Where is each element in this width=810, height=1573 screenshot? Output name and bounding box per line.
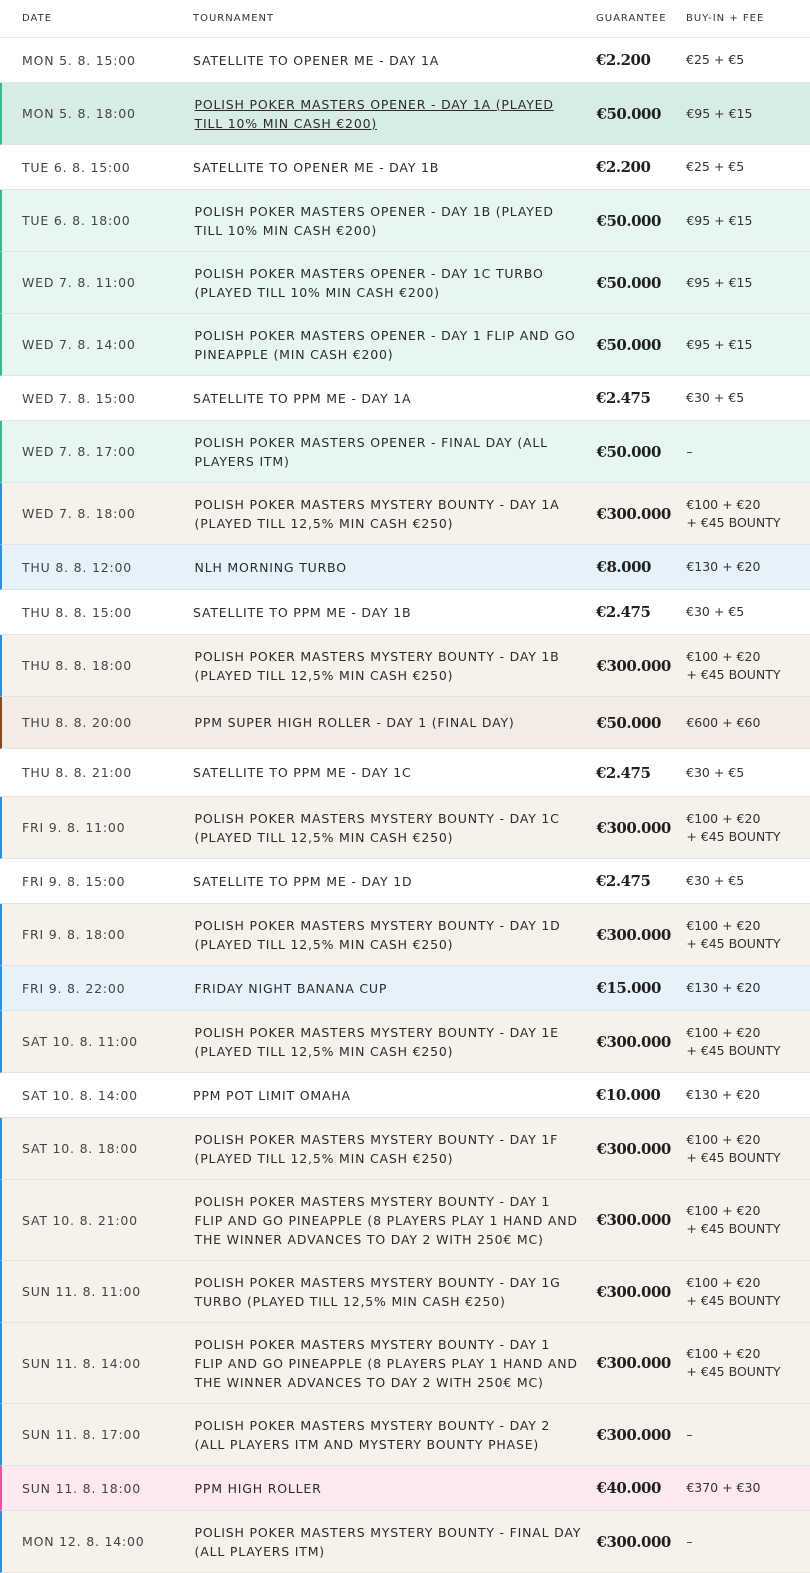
table-row[interactable] xyxy=(0,1073,810,1118)
row-buyin xyxy=(686,105,810,123)
table-row[interactable] xyxy=(0,545,810,590)
table-row[interactable] xyxy=(0,1323,810,1404)
row-guarantee: €2.475 xyxy=(596,389,651,407)
row-guarantee: €50.000 xyxy=(596,211,661,230)
table-row[interactable] xyxy=(0,697,810,749)
buyin-fee: €100 + €20 xyxy=(686,1274,761,1290)
table-row[interactable] xyxy=(0,1011,810,1073)
row-date: THU 8. 8. 21:00 xyxy=(22,765,132,780)
table-row[interactable] xyxy=(0,376,810,421)
row-date: WED 7. 8. 18:00 xyxy=(22,506,136,521)
row-buyin xyxy=(686,1345,810,1381)
table-row[interactable] xyxy=(0,1466,810,1511)
table-row[interactable] xyxy=(0,83,810,145)
row-guarantee: €300.000 xyxy=(596,1032,671,1051)
row-buyin xyxy=(686,1024,810,1060)
buyin-fee: €100 + €20 xyxy=(686,1131,761,1147)
row-date: TUE 6. 8. 18:00 xyxy=(22,213,131,228)
buyin-bounty: + €45 BOUNTY xyxy=(686,935,781,951)
buyin-fee: €100 + €20 xyxy=(686,1346,761,1361)
row-buyin xyxy=(686,558,810,576)
table-row[interactable] xyxy=(0,1404,810,1466)
table-row[interactable] xyxy=(0,1261,810,1323)
row-date: FRI 9. 8. 15:00 xyxy=(22,873,126,889)
buyin-fee: €100 + €20 xyxy=(686,1024,761,1040)
row-date: WED 7. 8. 11:00 xyxy=(22,275,136,290)
row-guarantee: €10.000 xyxy=(596,1086,661,1104)
row-tournament: SATELLITE TO OPENER ME - DAY 1A xyxy=(193,52,440,68)
buyin-fee: €100 + €20 xyxy=(686,810,761,826)
row-guarantee: €50.000 xyxy=(596,273,661,292)
buyin-fee: – xyxy=(686,1533,693,1549)
row-buyin xyxy=(686,714,810,732)
row-guarantee: €2.475 xyxy=(596,763,651,782)
row-guarantee: €300.000 xyxy=(596,1282,671,1301)
row-guarantee: €50.000 xyxy=(596,335,661,354)
table-row[interactable] xyxy=(0,1180,810,1261)
buyin-fee: €130 + €20 xyxy=(686,1087,761,1102)
row-tournament: POLISH POKER MASTERS MYSTERY BOUNTY - DAY 1F (PLAYED TILL 12,5% MIN CASH €250) xyxy=(194,1131,559,1166)
row-guarantee: €300.000 xyxy=(596,1139,671,1158)
row-date: THU 8. 8. 20:00 xyxy=(22,715,132,730)
row-date: SAT 10. 8. 11:00 xyxy=(22,1034,138,1049)
row-buyin xyxy=(686,1426,810,1444)
row-buyin xyxy=(686,979,810,997)
row-tournament: POLISH POKER MASTERS MYSTERY BOUNTY - DAY 1C (PLAYED TILL 12,5% MIN CASH €250) xyxy=(194,810,560,845)
row-tournament: POLISH POKER MASTERS MYSTERY BOUNTY - DAY 1D (PLAYED TILL 12,5% MIN CASH €250) xyxy=(194,917,561,952)
row-buyin xyxy=(686,158,810,176)
row-guarantee: €50.000 xyxy=(596,104,661,123)
buyin-fee: €95 + €15 xyxy=(686,336,753,352)
row-buyin xyxy=(686,872,810,890)
table-row[interactable] xyxy=(0,190,810,252)
row-tournament: FRIDAY NIGHT BANANA CUP xyxy=(194,980,388,996)
row-buyin xyxy=(686,917,810,953)
row-date: SUN 11. 8. 11:00 xyxy=(22,1284,141,1299)
row-date: SUN 11. 8. 18:00 xyxy=(22,1480,141,1496)
table-row[interactable] xyxy=(0,252,810,314)
row-buyin xyxy=(686,496,810,532)
buyin-fee: €130 + €20 xyxy=(686,980,761,995)
row-buyin xyxy=(686,1131,810,1167)
table-row[interactable] xyxy=(0,749,810,797)
row-date: SUN 11. 8. 14:00 xyxy=(22,1355,141,1371)
buyin-fee: €100 + €20 xyxy=(686,917,761,933)
row-date: THU 8. 8. 15:00 xyxy=(22,604,132,620)
row-tournament: POLISH POKER MASTERS MYSTERY BOUNTY - FINAL DAY (ALL PLAYERS ITM) xyxy=(194,1524,582,1559)
buyin-fee: €30 + €5 xyxy=(686,604,745,619)
buyin-fee: €95 + €15 xyxy=(686,274,753,290)
buyin-fee: €30 + €5 xyxy=(686,764,745,780)
row-tournament: SATELLITE TO OPENER ME - DAY 1B xyxy=(193,159,440,175)
table-row[interactable] xyxy=(0,635,810,697)
row-date: MON 12. 8. 14:00 xyxy=(22,1534,145,1549)
row-buyin xyxy=(686,603,810,621)
row-date: SUN 11. 8. 17:00 xyxy=(22,1427,141,1442)
buyin-fee: – xyxy=(686,443,693,459)
table-row[interactable] xyxy=(0,145,810,190)
row-tournament: NLH MORNING TURBO xyxy=(194,559,347,575)
table-row[interactable] xyxy=(0,483,810,545)
row-guarantee: €300.000 xyxy=(596,1532,671,1551)
row-buyin xyxy=(686,1479,810,1497)
row-guarantee: €2.200 xyxy=(596,158,651,176)
row-guarantee: €300.000 xyxy=(596,925,671,944)
row-buyin xyxy=(686,1274,810,1310)
row-buyin xyxy=(686,336,810,354)
row-guarantee: €15.000 xyxy=(596,979,661,997)
row-date: SAT 10. 8. 21:00 xyxy=(22,1212,138,1228)
buyin-fee: €25 + €5 xyxy=(686,52,745,67)
buyin-bounty: + €45 BOUNTY xyxy=(686,1221,781,1236)
row-tournament: POLISH POKER MASTERS MYSTERY BOUNTY - DAY 1G TURBO (PLAYED TILL 12,5% MIN CASH €250) xyxy=(194,1274,561,1309)
row-buyin xyxy=(686,1202,810,1238)
row-date: THU 8. 8. 18:00 xyxy=(22,658,132,673)
table-row[interactable] xyxy=(0,590,810,635)
row-tournament: SATELLITE TO PPM ME - DAY 1B xyxy=(193,604,412,620)
row-tournament: POLISH POKER MASTERS MYSTERY BOUNTY - DAY 1B (PLAYED TILL 12,5% MIN CASH €250) xyxy=(194,648,560,683)
row-date: TUE 6. 8. 15:00 xyxy=(22,159,131,175)
row-tournament: SATELLITE TO PPM ME - DAY 1D xyxy=(193,873,413,889)
table-row[interactable] xyxy=(0,38,810,83)
row-date: MON 5. 8. 18:00 xyxy=(22,106,136,121)
buyin-bounty: + €45 BOUNTY xyxy=(686,1364,781,1379)
buyin-fee: €30 + €5 xyxy=(686,873,745,888)
tournament-link[interactable]: POLISH POKER MASTERS OPENER - DAY 1A (PLAYED TILL 10% MIN CASH €200) xyxy=(194,96,554,131)
row-date: THU 8. 8. 12:00 xyxy=(22,559,132,575)
row-buyin xyxy=(686,389,810,407)
row-buyin xyxy=(686,51,810,69)
buyin-fee: €30 + €5 xyxy=(686,390,745,405)
buyin-fee: €370 + €30 xyxy=(686,1480,761,1495)
buyin-fee: €100 + €20 xyxy=(686,648,761,664)
table-row[interactable] xyxy=(0,797,810,859)
table-row[interactable] xyxy=(0,966,810,1011)
row-buyin xyxy=(686,212,810,230)
row-date: SAT 10. 8. 18:00 xyxy=(22,1141,138,1156)
row-buyin xyxy=(686,1086,810,1104)
row-tournament: POLISH POKER MASTERS MYSTERY BOUNTY - DAY 1E (PLAYED TILL 12,5% MIN CASH €250) xyxy=(194,1024,559,1059)
row-date: FRI 9. 8. 11:00 xyxy=(22,820,126,835)
row-tournament: POLISH POKER MASTERS MYSTERY BOUNTY - DAY 2 (ALL PLAYERS ITM AND MYSTERY BOUNTY PHASE) xyxy=(194,1417,551,1452)
row-buyin xyxy=(686,810,810,846)
row-date: WED 7. 8. 17:00 xyxy=(22,444,136,459)
buyin-fee: €100 + €20 xyxy=(686,496,761,512)
row-date: WED 7. 8. 14:00 xyxy=(22,337,136,352)
buyin-fee: €25 + €5 xyxy=(686,159,745,174)
table-row[interactable] xyxy=(0,904,810,966)
buyin-bounty: + €45 BOUNTY xyxy=(686,1149,781,1165)
row-guarantee: €2.475 xyxy=(596,872,651,890)
row-guarantee: €2.200 xyxy=(596,51,651,69)
row-buyin xyxy=(686,648,810,684)
row-buyin xyxy=(686,274,810,292)
row-tournament: POLISH POKER MASTERS OPENER - DAY 1B (PLAYED TILL 10% MIN CASH €200) xyxy=(194,203,554,238)
row-tournament: POLISH POKER MASTERS MYSTERY BOUNTY - DAY 1 FLIP AND GO PINEAPPLE (8 PLAYERS PLAY 1 HAND AND THE WINNER ADVANCES TO DAY 2 WITH 250€ MC) xyxy=(194,1193,578,1247)
buyin-fee: – xyxy=(686,1426,693,1442)
row-guarantee: €2.475 xyxy=(596,603,651,621)
row-guarantee: €50.000 xyxy=(596,442,661,461)
row-tournament: POLISH POKER MASTERS MYSTERY BOUNTY - DAY 1 FLIP AND GO PINEAPPLE (8 PLAYERS PLAY 1 HAND AND THE WINNER ADVANCES TO DAY 2 WITH 250€ MC) xyxy=(194,1336,578,1390)
row-tournament: PPM HIGH ROLLER xyxy=(194,1480,322,1496)
buyin-bounty: + €45 BOUNTY xyxy=(686,1042,781,1058)
row-tournament: POLISH POKER MASTERS OPENER - DAY 1 FLIP AND GO PINEAPPLE (MIN CASH €200) xyxy=(194,327,576,362)
row-tournament xyxy=(195,95,597,133)
row-tournament: SATELLITE TO PPM ME - DAY 1A xyxy=(193,390,412,406)
row-date: FRI 9. 8. 18:00 xyxy=(22,927,126,942)
table-row[interactable] xyxy=(0,1118,810,1180)
buyin-fee: €95 + €15 xyxy=(686,212,753,228)
table-header xyxy=(0,0,810,38)
row-tournament: POLISH POKER MASTERS MYSTERY BOUNTY - DAY 1A (PLAYED TILL 12,5% MIN CASH €250) xyxy=(194,496,560,531)
row-date: WED 7. 8. 15:00 xyxy=(22,390,136,406)
row-buyin xyxy=(686,443,810,461)
buyin-bounty: + €45 BOUNTY xyxy=(686,514,781,530)
header-date: DATE xyxy=(22,13,53,24)
buyin-fee: €100 + €20 xyxy=(686,1203,761,1218)
row-guarantee: €50.000 xyxy=(596,713,661,732)
row-guarantee: €8.000 xyxy=(596,558,651,576)
row-date: FRI 9. 8. 22:00 xyxy=(22,980,126,996)
row-guarantee: €300.000 xyxy=(596,1211,671,1229)
buyin-bounty: + €45 BOUNTY xyxy=(686,828,781,844)
row-buyin xyxy=(686,764,810,782)
row-guarantee: €300.000 xyxy=(596,818,671,837)
row-guarantee: €300.000 xyxy=(596,504,671,523)
buyin-fee: €600 + €60 xyxy=(686,714,761,730)
table-row[interactable] xyxy=(0,859,810,904)
header-buyin: BUY-IN + FEE xyxy=(686,13,765,24)
row-tournament: POLISH POKER MASTERS OPENER - FINAL DAY (ALL PLAYERS ITM) xyxy=(194,434,548,469)
row-tournament: POLISH POKER MASTERS OPENER - DAY 1C TURBO (PLAYED TILL 10% MIN CASH €200) xyxy=(194,265,544,300)
table-row[interactable] xyxy=(0,421,810,483)
buyin-bounty: + €45 BOUNTY xyxy=(686,666,781,682)
buyin-bounty: + €45 BOUNTY xyxy=(686,1292,781,1308)
row-guarantee: €40.000 xyxy=(596,1479,661,1497)
table-row[interactable] xyxy=(0,1511,810,1573)
row-tournament: PPM SUPER HIGH ROLLER - DAY 1 (FINAL DAY) xyxy=(194,715,515,730)
row-tournament: SATELLITE TO PPM ME - DAY 1C xyxy=(193,765,412,780)
buyin-fee: €130 + €20 xyxy=(686,559,761,574)
row-guarantee: €300.000 xyxy=(596,1354,671,1372)
row-guarantee: €300.000 xyxy=(596,1425,671,1444)
table-row[interactable] xyxy=(0,314,810,376)
buyin-fee: €95 + €15 xyxy=(686,105,753,121)
row-date: SAT 10. 8. 14:00 xyxy=(22,1087,138,1103)
header-tournament: TOURNAMENT xyxy=(193,13,275,24)
row-date: MON 5. 8. 15:00 xyxy=(22,52,136,68)
row-guarantee: €300.000 xyxy=(596,656,671,675)
row-tournament: PPM POT LIMIT OMAHA xyxy=(193,1087,351,1103)
row-buyin xyxy=(686,1533,810,1551)
header-guarantee: GUARANTEE xyxy=(596,13,667,24)
